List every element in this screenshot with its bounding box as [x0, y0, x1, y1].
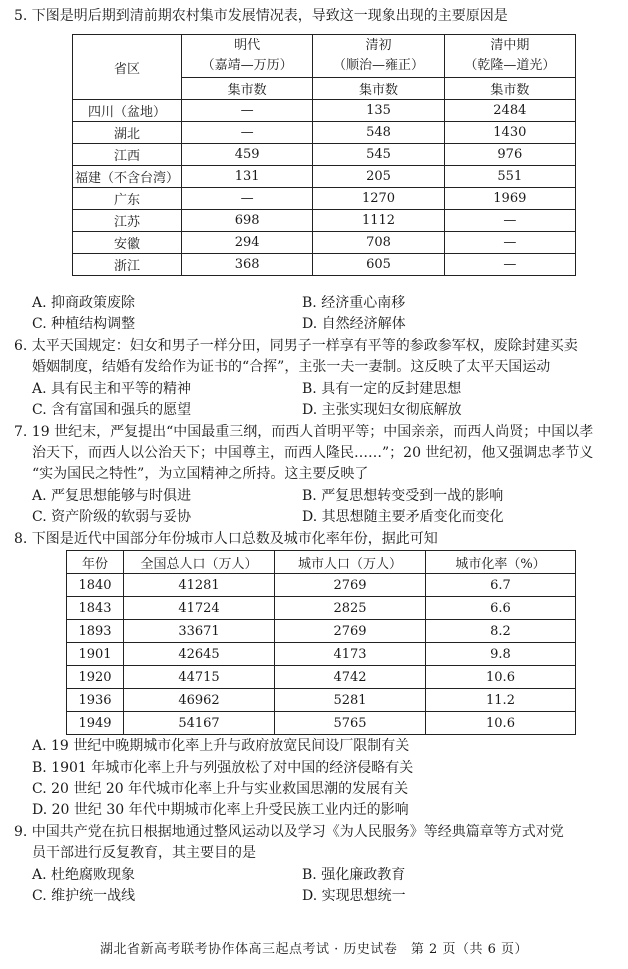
table-cell: 6.7	[426, 574, 576, 597]
table-cell: 41724	[124, 597, 275, 620]
table-cell: 8.2	[426, 620, 576, 643]
table-cell: 131	[182, 166, 313, 188]
q5-table-row	[73, 254, 576, 276]
table-cell: 江西	[73, 144, 182, 166]
q5-table-row	[73, 210, 576, 232]
q7-option-c: C. 资产阶级的软弱与妥协	[32, 509, 192, 525]
q6-stem-line-1: 6. 太平天国规定：妇女和男子一样分田，同男子一样享有平等的参政参军权，废除封建买卖	[14, 338, 578, 354]
q7-stem-line-3: “实为国民之特性”，为立国精神之所持。这主要反映了	[32, 466, 369, 482]
q7-option-d: D. 其思想随主要矛盾变化而变化	[302, 509, 504, 525]
q8-table-row	[67, 597, 576, 620]
table-cell: 205	[313, 166, 444, 188]
table-cell: 11.2	[426, 689, 576, 712]
q5-stem: 5. 下图是明后期到清前期农村集市发展情况表，导致这一现象出现的主要原因是	[14, 8, 508, 24]
q5-unit-qing-early: 集市数	[313, 78, 444, 100]
q5-table-row	[73, 122, 576, 144]
q5-option-c: C. 种植结构调整	[32, 316, 136, 332]
q8-table-row	[67, 689, 576, 712]
q8-option-c: C. 20 世纪 20 年代城市化率上升与实业救国思潮的发展有关	[32, 781, 409, 797]
table-cell: 2769	[275, 574, 426, 597]
q7-stem-line-1: 7. 19 世纪末，严复提出“中国最重三纲，而西人首明平等；中国亲亲，而西人尚贤；中国以孝	[14, 424, 594, 440]
q8-table-row	[67, 620, 576, 643]
q9-option-c: C. 维护统一战线	[32, 888, 136, 904]
q5-col-header-qing-early	[313, 35, 444, 78]
table-cell: 安徽	[73, 232, 182, 254]
table-cell: 10.6	[426, 712, 576, 735]
table-cell: —	[444, 210, 575, 232]
table-cell: 5281	[275, 689, 426, 712]
table-header-text: （顺治—雍正）	[332, 58, 424, 73]
table-cell: 1270	[313, 188, 444, 210]
q6-option-a: A. 具有民主和平等的精神	[32, 381, 192, 397]
table-cell: 44715	[124, 666, 275, 689]
q8-table-row	[67, 666, 576, 689]
table-cell: 5765	[275, 712, 426, 735]
table-cell: 浙江	[73, 254, 182, 276]
table-cell: 1949	[67, 712, 124, 735]
table-header-text: 明代	[234, 38, 261, 53]
table-cell: —	[182, 188, 313, 210]
q8-option-d: D. 20 世纪 30 年代中期城市化率上升受民族工业内迁的影响	[32, 802, 409, 818]
q9-option-d: D. 实现思想统一	[302, 888, 406, 904]
q8-table-row	[67, 712, 576, 735]
q5-table-row	[73, 144, 576, 166]
q8-table-row	[67, 643, 576, 666]
table-cell: 2825	[275, 597, 426, 620]
table-cell: 46962	[124, 689, 275, 712]
q6-stem-line-2: 婚姻制度，结婚有发给作为证书的“合挥”，主张一夫一妻制。这反映了太平天国运动	[32, 359, 551, 375]
table-cell: 33671	[124, 620, 275, 643]
q9-option-b: B. 强化廉政教育	[302, 867, 406, 883]
q5-unit-ming: 集市数	[182, 78, 313, 100]
table-cell: 54167	[124, 712, 275, 735]
q9-stem-line-1: 9. 中国共产党在抗日根据地通过整风运动以及学习《为人民服务》等经典篇章等方式对党	[14, 824, 564, 840]
q8-stem: 8. 下图是近代中国部分年份城市人口总数及城市化率年份，据此可知	[14, 531, 438, 547]
q9-option-a: A. 杜绝腐败现象	[32, 867, 136, 883]
table-cell: 1893	[67, 620, 124, 643]
q8-header-year: 年份	[67, 551, 124, 574]
q5-table-row	[73, 100, 576, 122]
q5-option-a: A. 抑商政策废除	[32, 295, 136, 311]
q5-col-header-qing-mid	[444, 35, 575, 78]
table-cell: 4742	[275, 666, 426, 689]
table-cell: 605	[313, 254, 444, 276]
table-cell: 135	[313, 100, 444, 122]
table-header-text: 清中期	[490, 38, 530, 53]
table-cell: 548	[313, 122, 444, 144]
table-cell: 福建（不含台湾）	[73, 166, 182, 188]
table-cell: 1969	[444, 188, 575, 210]
q5-table-row	[73, 188, 576, 210]
table-cell: 广东	[73, 188, 182, 210]
table-cell: 1901	[67, 643, 124, 666]
table-cell: 294	[182, 232, 313, 254]
q5-option-b: B. 经济重心南移	[302, 295, 406, 311]
table-cell: 976	[444, 144, 575, 166]
table-cell: 42645	[124, 643, 275, 666]
table-cell: 4173	[275, 643, 426, 666]
table-cell: 1430	[444, 122, 575, 144]
table-cell: 1840	[67, 574, 124, 597]
q8-table	[66, 550, 576, 735]
table-cell: 湖北	[73, 122, 182, 144]
q5-col-header-ming	[182, 35, 313, 78]
table-cell: —	[444, 232, 575, 254]
table-header-text: （乾隆—道光）	[464, 58, 556, 73]
table-cell: 459	[182, 144, 313, 166]
q7-option-b: B. 严复思想转变受到一战的影响	[302, 488, 504, 504]
table-cell: 698	[182, 210, 313, 232]
table-cell: 708	[313, 232, 444, 254]
table-cell: 四川（盆地）	[73, 100, 182, 122]
q5-unit-qing-mid: 集市数	[444, 78, 575, 100]
q8-header-total: 全国总人口（万人）	[124, 551, 275, 574]
table-cell: 1936	[67, 689, 124, 712]
q8-header-rate: 城市化率（%）	[426, 551, 576, 574]
table-cell: 2484	[444, 100, 575, 122]
page-footer: 湖北省新高考联考协作体高三起点考试 · 历史试卷 第 2 页（共 6 页）	[100, 942, 528, 957]
q5-table-row	[73, 166, 576, 188]
table-cell: 10.6	[426, 666, 576, 689]
table-cell: 1112	[313, 210, 444, 232]
q5-col-header-province: 省区	[73, 35, 182, 100]
table-header-text: 清初	[365, 38, 392, 53]
table-cell: 1920	[67, 666, 124, 689]
table-cell: —	[444, 254, 575, 276]
q7-stem-line-2: 治天下，而西人以公治天下；中国尊主，而西人隆民……”；20 世纪初，他又强调忠孝节义	[32, 445, 594, 461]
table-cell: 江苏	[73, 210, 182, 232]
table-cell: 6.6	[426, 597, 576, 620]
table-cell: 545	[313, 144, 444, 166]
q7-option-a: A. 严复思想能够与时俱进	[32, 488, 192, 504]
q8-option-b: B. 1901 年城市化率上升与列强放松了对中国的经济侵略有关	[32, 760, 414, 776]
q9-stem-line-2: 员干部进行反复教育，其主要目的是	[32, 845, 256, 861]
table-cell: 551	[444, 166, 575, 188]
table-header-text: （嘉靖—万历）	[201, 58, 293, 73]
table-cell: 368	[182, 254, 313, 276]
q6-option-c: C. 含有富国和强兵的愿望	[32, 402, 192, 418]
table-cell: 2769	[275, 620, 426, 643]
table-cell: 9.8	[426, 643, 576, 666]
table-cell: 1843	[67, 597, 124, 620]
table-cell: 41281	[124, 574, 275, 597]
table-cell: —	[182, 100, 313, 122]
q8-header-urban: 城市人口（万人）	[275, 551, 426, 574]
q5-table-row	[73, 232, 576, 254]
q5-header-row-1	[73, 35, 576, 78]
q8-table-row	[67, 574, 576, 597]
q6-option-b: B. 具有一定的反封建思想	[302, 381, 462, 397]
q5-option-d: D. 自然经济解体	[302, 316, 406, 332]
q6-option-d: D. 主张实现妇女彻底解放	[302, 402, 462, 418]
table-cell: —	[182, 122, 313, 144]
q5-table	[72, 34, 576, 276]
q8-header-row	[67, 551, 576, 574]
q8-option-a: A. 19 世纪中晚期城市化率上升与政府放宽民间设厂限制有关	[32, 738, 410, 754]
